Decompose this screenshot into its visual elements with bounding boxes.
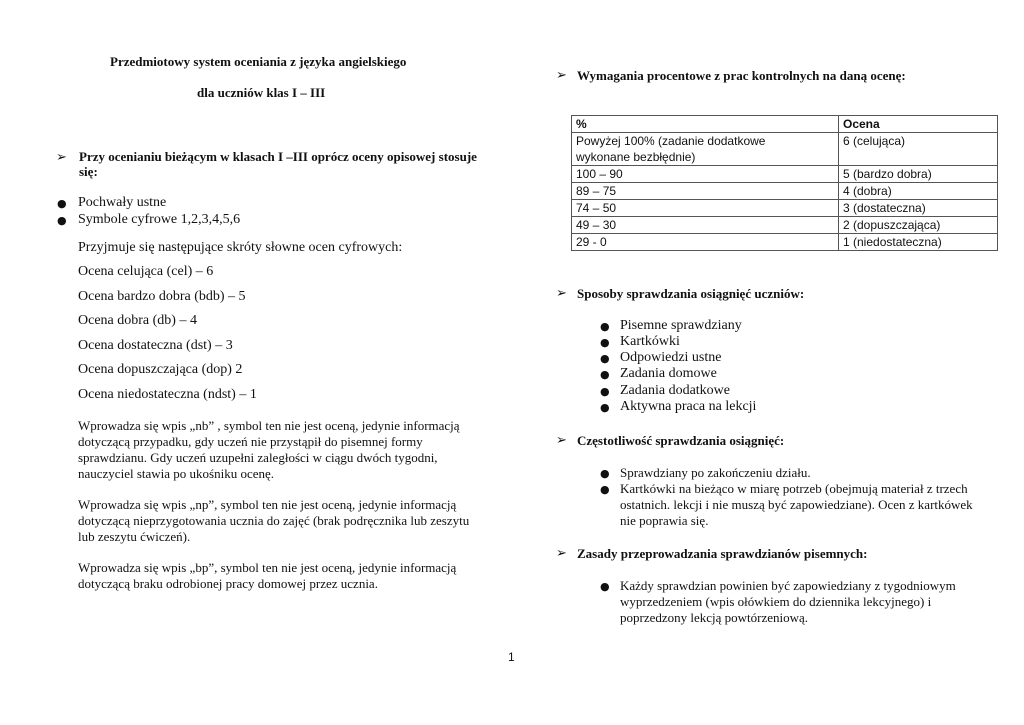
table-cell <box>572 133 839 166</box>
abbrev-item: Ocena celująca (cel) – 6 <box>78 264 214 279</box>
arrow-bullet-icon: ➢ <box>556 433 567 448</box>
table-row <box>572 183 998 200</box>
table-row <box>572 200 998 217</box>
abbrev-item: Ocena dobra (db) – 4 <box>78 313 197 328</box>
list-item: Symbole cyfrowe 1,2,3,4,5,6 <box>78 212 241 227</box>
bullet-dot-icon: ● <box>600 336 610 349</box>
bullet-dot-icon: ● <box>600 467 610 480</box>
table-row <box>572 133 998 166</box>
abbrev-item: Ocena dostateczna (dst) – 3 <box>78 338 233 353</box>
bullet-dot-icon: ● <box>57 197 67 210</box>
list-item: Pochwały ustne <box>78 195 167 210</box>
table-cell: 1 (niedostateczna) <box>839 234 998 251</box>
table-header-row <box>572 116 998 133</box>
para-nb-line: sprawdzianu. Gdy uczeń uzupełni zaległości w ciągu dwóch tygodni, <box>78 450 438 465</box>
table-row <box>572 217 998 234</box>
table-row <box>572 234 998 251</box>
bullet-dot-icon: ● <box>57 214 67 227</box>
table-cell: 3 (dostateczna) <box>839 200 998 217</box>
bullet-dot-icon: ● <box>600 352 610 365</box>
table-row <box>572 166 998 183</box>
table-cell: 49 – 30 <box>572 217 839 234</box>
para-np-line: lub zeszytu ćwiczeń). <box>78 529 191 544</box>
para-bp-line: Wprowadza się wpis „bp”, symbol ten nie jest oceną, jedynie informacją <box>78 560 457 575</box>
table-cell: 100 – 90 <box>572 166 839 183</box>
bullet-dot-icon: ● <box>600 483 610 496</box>
table-header-cell: % <box>572 116 839 133</box>
para-nb-line: nauczyciel stawia po ukośniku ocenę. <box>78 466 275 481</box>
table-cell: 89 – 75 <box>572 183 839 200</box>
list-item-line: Każdy sprawdzian powinien być zapowiedziany z tygodniowym <box>620 578 956 593</box>
table-cell: 5 (bardzo dobra) <box>839 166 998 183</box>
title-line-2: dla uczniów klas I – III <box>197 85 326 100</box>
para-nb-line: dotyczącą przypadku, gdy uczeń nie przystąpił do pisemnej formy <box>78 434 423 449</box>
table-cell-line: wykonane bezbłędnie) <box>576 150 696 164</box>
arrow-bullet-icon: ➢ <box>556 286 567 301</box>
table-cell-line: Powyżej 100% (zadanie dodatkowe <box>576 134 766 148</box>
section-frequency-title: Częstotliwość sprawdzania osiągnięć: <box>577 433 785 448</box>
section-rules-title: Zasady przeprowadzania sprawdzianów pisemnych: <box>577 546 868 561</box>
abbrev-item: Ocena dopuszczająca (dop) 2 <box>78 362 243 377</box>
list-item-line: ostatnich. lekcji i nie muszą być zapowiedziane). Ocen z kartkówek <box>620 497 973 512</box>
abbrev-item: Ocena bardzo dobra (bdb) – 5 <box>78 289 246 304</box>
arrow-bullet-icon: ➢ <box>56 150 67 165</box>
table-header-cell: Ocena <box>839 116 998 133</box>
bullet-dot-icon: ● <box>600 385 610 398</box>
bullet-dot-icon: ● <box>600 320 610 333</box>
section-requirements-title: Wymagania procentowe z prac kontrolnych na daną ocenę: <box>577 68 906 83</box>
table-cell: 29 - 0 <box>572 234 839 251</box>
list-item: Zadania domowe <box>620 366 717 381</box>
grade-requirements-table <box>571 115 998 251</box>
list-item: Pisemne sprawdziany <box>620 318 742 333</box>
bullet-dot-icon: ● <box>600 401 610 414</box>
bullet-dot-icon: ● <box>600 368 610 381</box>
list-item: Sprawdziany po zakończeniu działu. <box>620 465 811 480</box>
arrow-bullet-icon: ➢ <box>556 546 567 561</box>
bullet-dot-icon: ● <box>600 580 610 593</box>
list-item: Zadania dodatkowe <box>620 383 731 398</box>
section-methods-title: Sposoby sprawdzania osiągnięć uczniów: <box>577 286 805 301</box>
para-np-line: Wprowadza się wpis „np”, symbol ten nie jest oceną, jedynie informacją <box>78 497 457 512</box>
table-cell: 4 (dobra) <box>839 183 998 200</box>
title-line-1: Przedmiotowy system oceniania z języka angielskiego <box>110 54 407 69</box>
para-np-line: dotyczącą nieprzygotowania ucznia do zajęć (brak podręcznika lub zeszytu <box>78 513 470 528</box>
list-item: Odpowiedzi ustne <box>620 350 722 365</box>
table-cell: 6 (celująca) <box>839 133 998 166</box>
para-nb-line: Wprowadza się wpis „nb” , symbol ten nie jest oceną, jedynie informacją <box>78 418 460 433</box>
table-cell: 2 (dopuszczająca) <box>839 217 998 234</box>
abbrev-item: Ocena niedostateczna (ndst) – 1 <box>78 387 257 402</box>
list-item-line: poprzedzony lekcją powtórzeniową. <box>620 610 809 625</box>
para-bp-line: dotyczącą braku odrobionej pracy domowej przez ucznia. <box>78 576 378 591</box>
list-item-line: Kartkówki na bieżąco w miarę potrzeb (obejmują materiał z trzech <box>620 481 968 496</box>
list-item: Aktywna praca na lekcji <box>620 399 757 414</box>
arrow-bullet-icon: ➢ <box>556 68 567 83</box>
page-number: 1 <box>508 650 515 664</box>
abbrev-intro: Przyjmuje się następujące skróty słowne ocen cyfrowych: <box>78 240 403 255</box>
section-current-grading-line2: się: <box>79 164 98 179</box>
list-item-line: wyprzedzeniem (wpis ołówkiem do dziennika lekcyjnego) i <box>620 594 932 609</box>
list-item-line: nie poprawia się. <box>620 513 709 528</box>
table-cell: 74 – 50 <box>572 200 839 217</box>
list-item: Kartkówki <box>620 334 680 349</box>
section-current-grading-line1: Przy ocenianiu bieżącym w klasach I –III oprócz oceny opisowej stosuje <box>79 149 477 164</box>
